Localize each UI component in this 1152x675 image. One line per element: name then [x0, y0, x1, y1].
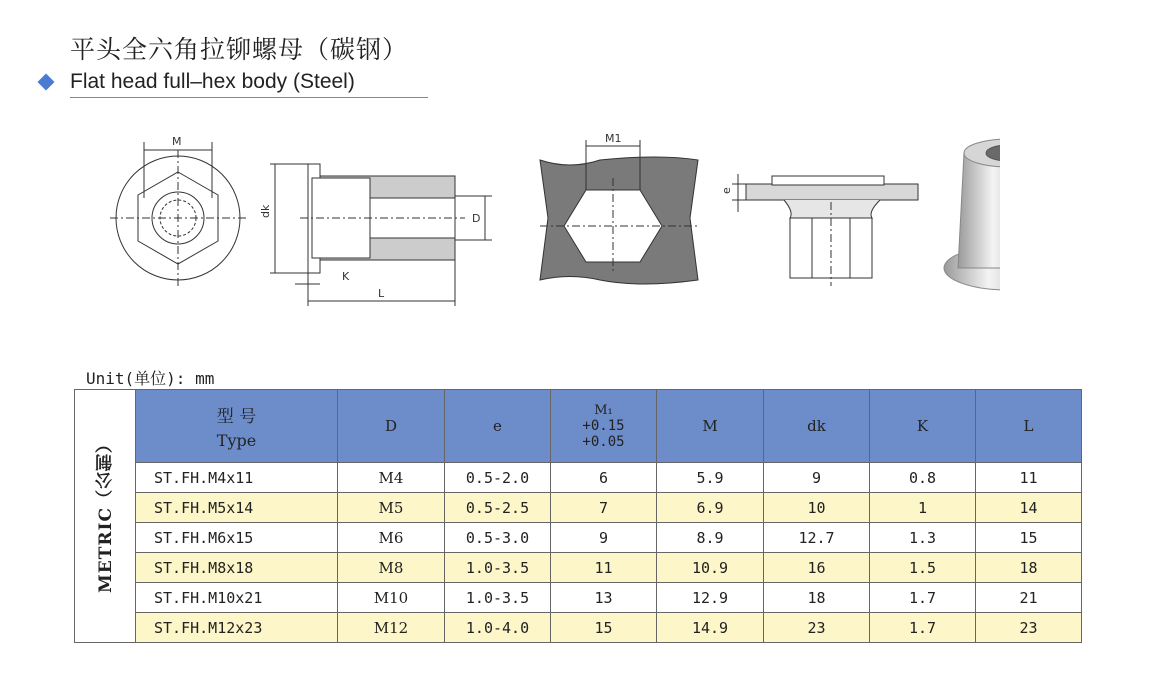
page-title-english: Flat head full–hex body (Steel) — [70, 70, 355, 93]
cell-d: M5 — [338, 493, 445, 523]
cell-l: 14 — [976, 493, 1082, 523]
front-view-label-m: M — [172, 135, 182, 148]
cell-k: 1.7 — [870, 583, 976, 613]
unit-label: Unit(单位): mm — [86, 369, 215, 388]
cell-d: M10 — [338, 583, 445, 613]
cell-dk: 10 — [764, 493, 870, 523]
header-type-en: Type — [216, 431, 257, 450]
cell-dk: 23 — [764, 613, 870, 643]
cell-k: 1.3 — [870, 523, 976, 553]
header-m1-tol-plus: +0.15 — [582, 417, 625, 434]
cell-e: 0.5-2.0 — [445, 463, 551, 493]
cell-k: 1 — [870, 493, 976, 523]
cell-e: 1.0-3.5 — [445, 553, 551, 583]
cell-type: ST.FH.M4x11 — [136, 463, 338, 493]
hex-hole-drawing — [540, 140, 700, 284]
cell-m: 6.9 — [657, 493, 764, 523]
side-view-drawing — [270, 164, 492, 306]
cell-l: 21 — [976, 583, 1082, 613]
cell-e: 0.5-2.5 — [445, 493, 551, 523]
header-dk: dk — [764, 390, 870, 463]
side-view-label-l: L — [378, 287, 385, 300]
header-d: D — [338, 390, 445, 463]
table-row — [75, 463, 1082, 493]
cell-m1: 13 — [551, 583, 657, 613]
cell-l: 11 — [976, 463, 1082, 493]
header-m1-label: M₁ — [594, 402, 613, 418]
cell-l: 15 — [976, 523, 1082, 553]
header-m1-tol-minus: +0.05 — [582, 433, 625, 450]
cell-m1: 15 — [551, 613, 657, 643]
header-l: L — [976, 390, 1082, 463]
cell-m: 5.9 — [657, 463, 764, 493]
title-underline — [70, 97, 428, 98]
cell-d: M8 — [338, 553, 445, 583]
side-view-label-k: K — [342, 270, 350, 283]
cell-k: 1.7 — [870, 613, 976, 643]
diamond-bullet-icon — [38, 74, 55, 91]
header-type-cn: 型 号 — [216, 407, 257, 427]
cell-dk: 9 — [764, 463, 870, 493]
cell-dk: 16 — [764, 553, 870, 583]
front-view-drawing — [110, 142, 246, 286]
cell-l: 18 — [976, 553, 1082, 583]
header-m: M — [657, 390, 764, 463]
table-row — [75, 613, 1082, 643]
metric-side-label — [75, 390, 136, 643]
cell-type: ST.FH.M12x23 — [136, 613, 338, 643]
cell-m: 14.9 — [657, 613, 764, 643]
spec-table — [74, 389, 1082, 643]
cell-k: 0.8 — [870, 463, 976, 493]
installed-view-label-e: e — [720, 187, 733, 194]
cell-d: M4 — [338, 463, 445, 493]
cell-e: 1.0-4.0 — [445, 613, 551, 643]
cell-type: ST.FH.M10x21 — [136, 583, 338, 613]
product-photo — [944, 139, 1000, 290]
cell-type: ST.FH.M6x15 — [136, 523, 338, 553]
header-e: e — [445, 390, 551, 463]
cell-e: 1.0-3.5 — [445, 583, 551, 613]
cell-m: 10.9 — [657, 553, 764, 583]
cell-e: 0.5-3.0 — [445, 523, 551, 553]
cell-dk: 12.7 — [764, 523, 870, 553]
header-k: K — [870, 390, 976, 463]
side-view-label-d: D — [472, 212, 481, 225]
cell-type: ST.FH.M8x18 — [136, 553, 338, 583]
cell-d: M6 — [338, 523, 445, 553]
cell-m1: 6 — [551, 463, 657, 493]
cell-m: 8.9 — [657, 523, 764, 553]
installed-view-drawing — [732, 174, 918, 286]
table-row — [75, 583, 1082, 613]
hex-hole-label-m1: M1 — [605, 132, 622, 145]
table-row — [75, 523, 1082, 553]
cell-k: 1.5 — [870, 553, 976, 583]
table-row — [75, 493, 1082, 523]
cell-m: 12.9 — [657, 583, 764, 613]
header-m1 — [551, 390, 657, 463]
side-view-label-dk: dk — [259, 204, 272, 218]
table-row — [75, 553, 1082, 583]
cell-l: 23 — [976, 613, 1082, 643]
table-header-row — [75, 390, 1082, 463]
cell-dk: 18 — [764, 583, 870, 613]
cell-m1: 11 — [551, 553, 657, 583]
cell-type: ST.FH.M5x14 — [136, 493, 338, 523]
cell-d: M12 — [338, 613, 445, 643]
cell-m1: 7 — [551, 493, 657, 523]
technical-drawings — [100, 118, 1000, 308]
page-title-chinese: 平头全六角拉铆螺母（碳钢） — [70, 35, 409, 64]
metric-side-label-text: METRIC（公制） — [95, 434, 116, 594]
cell-m1: 9 — [551, 523, 657, 553]
header-type — [136, 390, 338, 463]
